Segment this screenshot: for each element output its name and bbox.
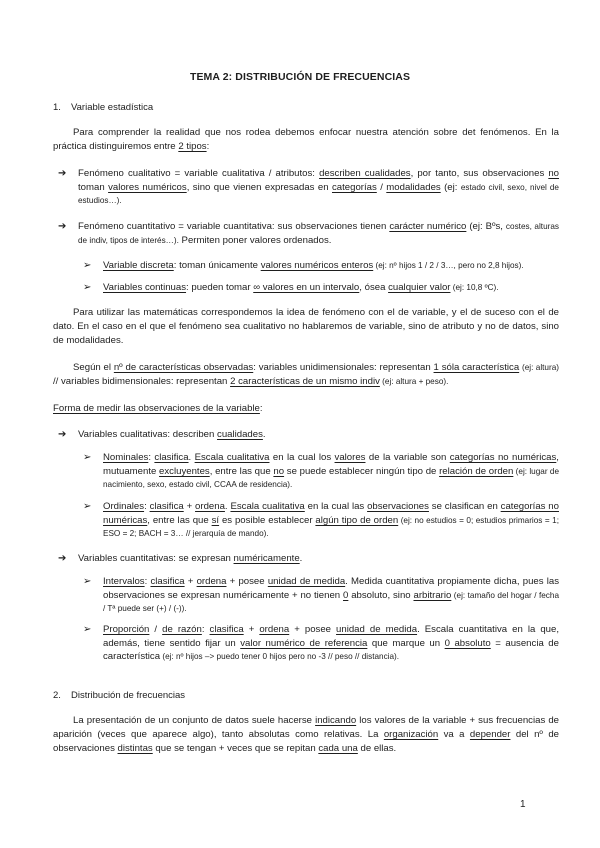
- underlined-text: nº de características observadas: [113, 362, 254, 373]
- underlined-text: 2 características de un mismo indiv: [230, 376, 380, 387]
- underlined-text: clasifica: [149, 501, 184, 512]
- example-text: (ej: nº hijos 1 / 2 / 3…, pero no 2,8 hijos).: [373, 261, 524, 270]
- underlined-text: categorías no numéricas: [449, 452, 557, 463]
- text-run: La presentación de un conjunto de datos suele hacerse: [73, 715, 316, 726]
- section-number: 2.: [53, 690, 61, 701]
- text-run: :: [259, 403, 263, 414]
- subheading-forma-medir: [53, 403, 263, 414]
- underlined-text: valores numéricos: [108, 181, 187, 193]
- underlined-text: algún tipo de orden: [315, 514, 399, 526]
- paragraph-presentacion: [53, 714, 559, 756]
- text-run: /: [149, 624, 163, 635]
- underlined-text: numéricamente: [233, 553, 300, 564]
- text-run: (ej:: [440, 181, 458, 193]
- text-run: del nº de observaciones: [53, 729, 559, 754]
- text-run: /: [376, 181, 387, 193]
- text-run: . Escala cuantitativa en la que, además, tiene sentido fijar un: [103, 624, 560, 649]
- text-run: Fenómeno cuantitativo = variable cuantitativa: sus observaciones tienen: [78, 221, 390, 232]
- underlined-text: Forma de medir las observaciones de la variable: [53, 403, 260, 414]
- bullet-variables-cualitativas: [58, 428, 559, 442]
- text-run: los valores de la variable + sus frecuencias de aparición (veces que aparece algo), tanto absolutas como relativas. La: [53, 715, 559, 740]
- underlined-text: carácter numérico: [389, 221, 467, 232]
- underlined-text: no: [273, 465, 285, 477]
- underlined-text: categorías: [331, 181, 377, 193]
- text-run: , por tanto, sus observaciones: [410, 168, 549, 179]
- example-text: estado civil, sexo, nivel de estudios…).: [78, 182, 559, 205]
- text-run: Permiten poner valores ordenados.: [178, 234, 332, 246]
- underlined-text: valor numérico de referencia: [240, 637, 368, 649]
- sub-bullet-razon: [83, 623, 560, 664]
- text-run: , sino que vienen expresadas en: [186, 181, 332, 193]
- page-title: TEMA 2: DISTRIBUCIÓN DE FRECUENCIAS: [189, 71, 411, 83]
- underlined-text: no: [548, 168, 559, 179]
- example-text: costes, alturas de indiv, tipos de interés…).: [78, 222, 559, 245]
- underlined-text: organización: [383, 729, 439, 740]
- sub-bullet-discreta: [83, 259, 559, 273]
- underlined-text: de razón: [162, 624, 202, 635]
- text-run: se clasifican en: [428, 501, 501, 512]
- example-text: (ej: lugar de nacimiento, sexo, estado civil, CCAA de residencia).: [103, 466, 560, 489]
- text-run: de ellas.: [357, 743, 397, 754]
- sub-bullet-ordinales: [83, 500, 559, 541]
- text-run: Variables cuantitativas: se expresan: [78, 553, 234, 564]
- underlined-text: Proporción: [103, 624, 150, 635]
- example-text: (ej: altura): [521, 363, 559, 372]
- text-run: que se tengan + veces que se repitan: [152, 743, 319, 754]
- underlined-text: 1 sóla característica: [433, 362, 520, 373]
- underlined-text: 0 absoluto: [444, 637, 491, 649]
- underlined-text: sí: [211, 514, 220, 526]
- example-text: (ej: nº hijos –> puedo tener 0 hijos pero no -3 // peso // distancia).: [160, 652, 400, 661]
- underlined-text: unidad de medida: [336, 624, 418, 635]
- text-run: . Medida cuantitativa propiamente dicha, pues las observaciones se expresan numéricamente + no tienen: [103, 576, 559, 601]
- text-run: +: [183, 501, 196, 512]
- text-run: + posee: [226, 576, 268, 587]
- text-run: = ausencia de característica: [103, 637, 559, 662]
- text-run: , entre las que: [147, 514, 212, 526]
- underlined-text: clasifica: [154, 452, 189, 463]
- sub-bullet-nominales: [83, 451, 560, 492]
- paragraph-matematicas: Para utilizar las matemáticas correspondemos la idea de fenómeno con el de variable, y el de suceso con el de dato. En el caso en el que el fenómeno sea cualitativo no hablaremos de variable, sino de atributo y no de datos, sino de modalidades.: [53, 307, 559, 346]
- arrow-bullet-icon: ➔: [58, 168, 67, 179]
- bullet-cuantitativo: [58, 220, 559, 247]
- text-run: : variables unidimensionales: representan: [253, 362, 434, 373]
- underlined-text: indicando: [315, 715, 357, 726]
- underlined-text: ∞ valores en un intervalo: [253, 282, 360, 293]
- underlined-text: clasifica: [150, 576, 185, 587]
- underlined-text: observaciones: [367, 501, 429, 512]
- triangle-bullet-icon: ➢: [83, 260, 92, 271]
- underlined-text: arbitrario: [413, 589, 452, 601]
- example-text: (ej: no estudios = 0; estudios primarios = 1; ESO = 2; BACH = 3… // jerarquía de mando).: [103, 515, 559, 538]
- underlined-text: cualidades: [217, 429, 263, 440]
- underlined-text: ordena: [195, 501, 225, 512]
- underlined-text: Variables continuas: [103, 282, 187, 293]
- text-run: .: [224, 501, 231, 512]
- underlined-text: cada una: [318, 743, 358, 754]
- text-run: , ósea: [359, 282, 389, 293]
- example-text: (ej: 10,8 ºC).: [450, 283, 499, 292]
- arrow-bullet-icon: ➔: [58, 553, 67, 564]
- text-run: Fenómeno cualitativo = variable cualitativa / atributos:: [78, 168, 320, 179]
- text-run: es posible establecer: [219, 514, 316, 526]
- text-run: :: [144, 576, 151, 587]
- underlined-text: describen cualidades: [319, 168, 411, 179]
- text-run: en la cual las: [304, 501, 368, 512]
- underlined-text: 2 tipos: [178, 141, 207, 152]
- paragraph-caracteristicas: [53, 361, 559, 389]
- triangle-bullet-icon: ➢: [83, 282, 92, 293]
- underlined-text: Ordinales: [103, 501, 145, 512]
- text-run: Para comprender la realidad que nos rodea debemos enfocar nuestra atención sobre det fenómenos. En la práctica distinguiremos entre: [53, 127, 559, 152]
- bullet-cualitativo: [58, 167, 559, 208]
- sub-bullet-continua: [83, 281, 559, 295]
- text-run: :: [206, 141, 210, 152]
- underlined-text: depender: [469, 729, 511, 740]
- triangle-bullet-icon: ➢: [83, 624, 92, 635]
- text-run: :: [201, 624, 210, 635]
- text-run: toman: [78, 181, 109, 193]
- text-run: Variables cualitativas: describen: [78, 429, 218, 440]
- triangle-bullet-icon: ➢: [83, 452, 92, 463]
- text-run: +: [184, 576, 197, 587]
- example-text: (ej: tamaño del hogar / fecha / Tª puede ser (+) / (-)).: [103, 590, 559, 613]
- underlined-text: modalidades: [386, 181, 441, 193]
- triangle-bullet-icon: ➢: [83, 501, 92, 512]
- section-number: 1.: [53, 102, 61, 113]
- text-run: de la variable son: [365, 452, 450, 463]
- underlined-text: Escala cualitativa: [230, 501, 305, 512]
- underlined-text: ordena: [259, 624, 290, 635]
- text-run: que marque un: [367, 637, 445, 649]
- section-heading-distribucion: [53, 690, 185, 701]
- section-heading-variable: [53, 102, 153, 113]
- text-run: Según el: [73, 362, 114, 373]
- text-run: :: [148, 452, 155, 463]
- example-text: (ej: altura + peso).: [379, 377, 449, 386]
- underlined-text: Escala cualitativa: [194, 452, 270, 463]
- underlined-text: cualquier valor: [388, 282, 451, 293]
- text-run: va a: [438, 729, 470, 740]
- arrow-bullet-icon: ➔: [58, 429, 67, 440]
- underlined-text: valores numéricos enteros: [260, 260, 374, 271]
- underlined-text: relación de orden: [439, 465, 514, 477]
- text-run: .: [188, 452, 195, 463]
- underlined-text: excluyentes: [159, 465, 210, 477]
- underlined-text: 0: [343, 589, 349, 601]
- text-run: // variables bidimensionales: representan: [53, 376, 231, 387]
- text-run: : pueden tomar: [186, 282, 254, 293]
- underlined-text: Variable discreta: [103, 260, 174, 271]
- underlined-text: unidad de medida: [267, 576, 346, 587]
- underlined-text: clasifica: [209, 624, 244, 635]
- underlined-text: Nominales: [103, 452, 149, 463]
- sub-bullet-intervalos: [83, 575, 559, 616]
- text-run: : toman únicamente: [173, 260, 261, 271]
- underlined-text: valores: [334, 452, 366, 463]
- text-run: , entre las que: [209, 465, 274, 477]
- arrow-bullet-icon: ➔: [58, 221, 67, 232]
- text-run: , mutuamente: [103, 452, 559, 477]
- section-label: Variable estadística: [71, 102, 154, 113]
- text-run: se puede establecer ningún tipo de: [284, 465, 440, 477]
- underlined-text: categorías no numéricas: [103, 501, 559, 526]
- underlined-text: distintas: [117, 743, 153, 754]
- text-run: absoluto, sino: [348, 589, 414, 601]
- text-run: .: [262, 429, 266, 440]
- text-run: (ej: Bºs,: [466, 221, 503, 232]
- text-run: +: [243, 624, 260, 635]
- section-label: Distribución de frecuencias: [71, 690, 186, 701]
- bullet-variables-cuantitativas: [58, 552, 559, 566]
- text-run: en la cual los: [269, 452, 335, 463]
- underlined-text: ordena: [196, 576, 227, 587]
- triangle-bullet-icon: ➢: [83, 576, 92, 587]
- underlined-text: Intervalos: [103, 576, 145, 587]
- page-number: 1: [520, 799, 526, 810]
- text-run: .: [299, 553, 303, 564]
- text-run: :: [144, 501, 150, 512]
- text-run: + posee: [289, 624, 337, 635]
- intro-paragraph: [53, 126, 559, 154]
